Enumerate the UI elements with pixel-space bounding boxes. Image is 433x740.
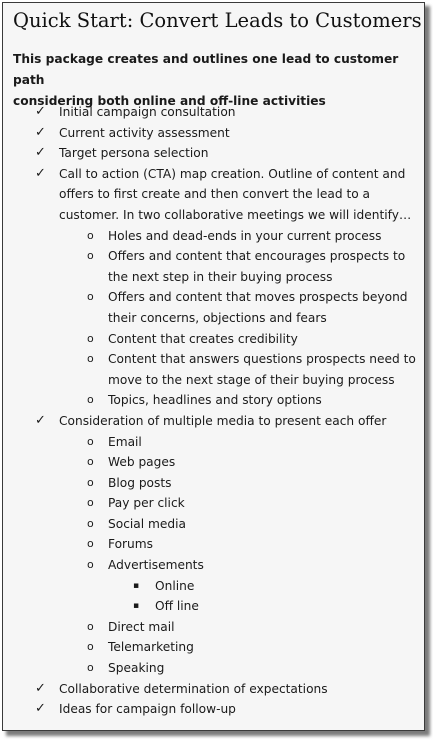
sub-list-item: [3, 349, 423, 390]
item-text-line: Telemarketing: [108, 640, 194, 655]
item-text-line: Consideration of multiple media to present each offer: [59, 413, 387, 428]
item-text-line: Social media: [108, 516, 186, 531]
list-item: [3, 411, 423, 432]
item-text: [108, 534, 423, 555]
sub-list-item: [3, 473, 423, 494]
item-text: [108, 390, 423, 411]
item-text: [108, 658, 423, 679]
item-text-line: Offers and content that encourages prospects to: [108, 249, 406, 264]
sub-list-item: [3, 534, 423, 555]
item-text: [108, 473, 423, 494]
item-text: [108, 432, 423, 453]
sub-list-item: [3, 452, 423, 473]
circle-bullet-icon: o: [87, 619, 94, 633]
item-text-line: Collaborative determination of expectations: [59, 681, 328, 696]
item-text-line: Target persona selection: [59, 146, 209, 161]
list-item: [3, 679, 423, 700]
list-item: [3, 164, 423, 226]
quick-start-card: [2, 2, 425, 731]
item-text: [108, 617, 423, 638]
item-text: [108, 452, 423, 473]
item-text-line: the next step in their buying process: [108, 269, 333, 284]
intro-line: considering both online and off-line activities: [13, 94, 326, 108]
circle-bullet-icon: o: [87, 228, 94, 242]
sub-list-item: [3, 390, 423, 411]
item-text-line: Advertisements: [108, 558, 204, 573]
item-text-line: Content that answers questions prospects need to: [108, 352, 416, 367]
item-text-line: Topics, headlines and story options: [108, 393, 322, 408]
item-text-line: Web pages: [108, 455, 176, 470]
checkmark-icon: ✓: [35, 412, 46, 428]
item-text: [108, 555, 423, 576]
item-text: [59, 679, 423, 700]
sub-list-item: [3, 555, 423, 576]
circle-bullet-icon: o: [87, 455, 94, 469]
sub-list-item: [3, 493, 423, 514]
item-text: [59, 164, 423, 226]
circle-bullet-icon: o: [87, 249, 94, 263]
item-text-line: Initial campaign consultation: [59, 105, 236, 119]
item-text-line: Direct mail: [108, 619, 175, 634]
checkmark-icon: ✓: [35, 680, 46, 696]
circle-bullet-icon: o: [87, 352, 94, 366]
circle-bullet-icon: o: [87, 640, 94, 654]
item-text: [108, 514, 423, 535]
circle-bullet-icon: o: [87, 475, 94, 489]
item-text-line: their concerns, objections and fears: [108, 310, 327, 325]
item-text-line: Call to action (CTA) map creation. Outline of content and: [59, 166, 406, 181]
item-text-line: Online: [155, 578, 195, 593]
item-text: [108, 246, 423, 287]
list-item: [3, 143, 423, 164]
item-text: [155, 596, 423, 617]
sub-list-item: [3, 617, 423, 638]
checkmark-icon: ✓: [35, 104, 46, 119]
item-text: [108, 287, 423, 328]
sub-list-item: [3, 287, 423, 328]
item-text-line: move to the next stage of their buying process: [108, 372, 395, 387]
checkmark-icon: ✓: [35, 145, 46, 161]
sub-sub-list-item: [3, 576, 423, 597]
item-text-line: Ideas for campaign follow-up: [59, 702, 236, 717]
page-title: Quick Start: Convert Leads to Customers: [13, 9, 422, 32]
item-text-line: Forums: [108, 537, 153, 552]
sub-list-item: [3, 658, 423, 679]
sub-list-item: [3, 246, 423, 287]
sub-list-item: [3, 432, 423, 453]
item-text: [108, 329, 423, 350]
circle-bullet-icon: o: [87, 661, 94, 675]
sub-list-item: [3, 226, 423, 247]
item-text: [59, 699, 423, 720]
item-text-line: customer. In two collaborative meetings we will identify…: [59, 207, 412, 222]
item-text-line: Email: [108, 434, 142, 449]
item-text-line: Off line: [155, 599, 199, 614]
package-outline-list: [3, 102, 423, 720]
sub-sub-list-item: [3, 596, 423, 617]
checkmark-icon: ✓: [35, 701, 46, 717]
circle-bullet-icon: o: [87, 290, 94, 304]
item-text: [108, 637, 423, 658]
item-text-line: Content that creates credibility: [108, 331, 298, 346]
circle-bullet-icon: o: [87, 516, 94, 530]
circle-bullet-icon: o: [87, 558, 94, 572]
item-text: [59, 411, 423, 432]
sub-list-item: [3, 637, 423, 658]
circle-bullet-icon: o: [87, 331, 94, 345]
list-item: [3, 102, 423, 123]
item-text: [59, 123, 423, 144]
item-text-line: Speaking: [108, 661, 165, 676]
circle-bullet-icon: o: [87, 496, 94, 510]
item-text-line: Holes and dead-ends in your current process: [108, 228, 382, 243]
circle-bullet-icon: o: [87, 434, 94, 448]
item-text: [59, 143, 423, 164]
circle-bullet-icon: o: [87, 393, 94, 407]
item-text: [108, 493, 423, 514]
list-item: [3, 699, 423, 720]
intro-line: This package creates and outlines one lead to customer path: [13, 52, 399, 87]
item-text-line: Blog posts: [108, 475, 172, 490]
square-bullet-icon: ▪: [133, 580, 140, 591]
item-text: [108, 349, 423, 390]
item-text: [59, 102, 423, 123]
checkmark-icon: ✓: [35, 124, 46, 140]
item-text-line: Pay per click: [108, 496, 185, 511]
square-bullet-icon: ▪: [133, 601, 140, 612]
sub-list-item: [3, 514, 423, 535]
list-item: [3, 123, 423, 144]
circle-bullet-icon: o: [87, 537, 94, 551]
item-text: [155, 576, 423, 597]
sub-list-item: [3, 329, 423, 350]
item-text-line: Offers and content that moves prospects beyond: [108, 290, 408, 305]
checkmark-icon: ✓: [35, 165, 46, 181]
item-text: [108, 226, 423, 247]
item-text-line: offers to first create and then convert the lead to a: [59, 187, 371, 202]
item-text-line: Current activity assessment: [59, 125, 230, 140]
